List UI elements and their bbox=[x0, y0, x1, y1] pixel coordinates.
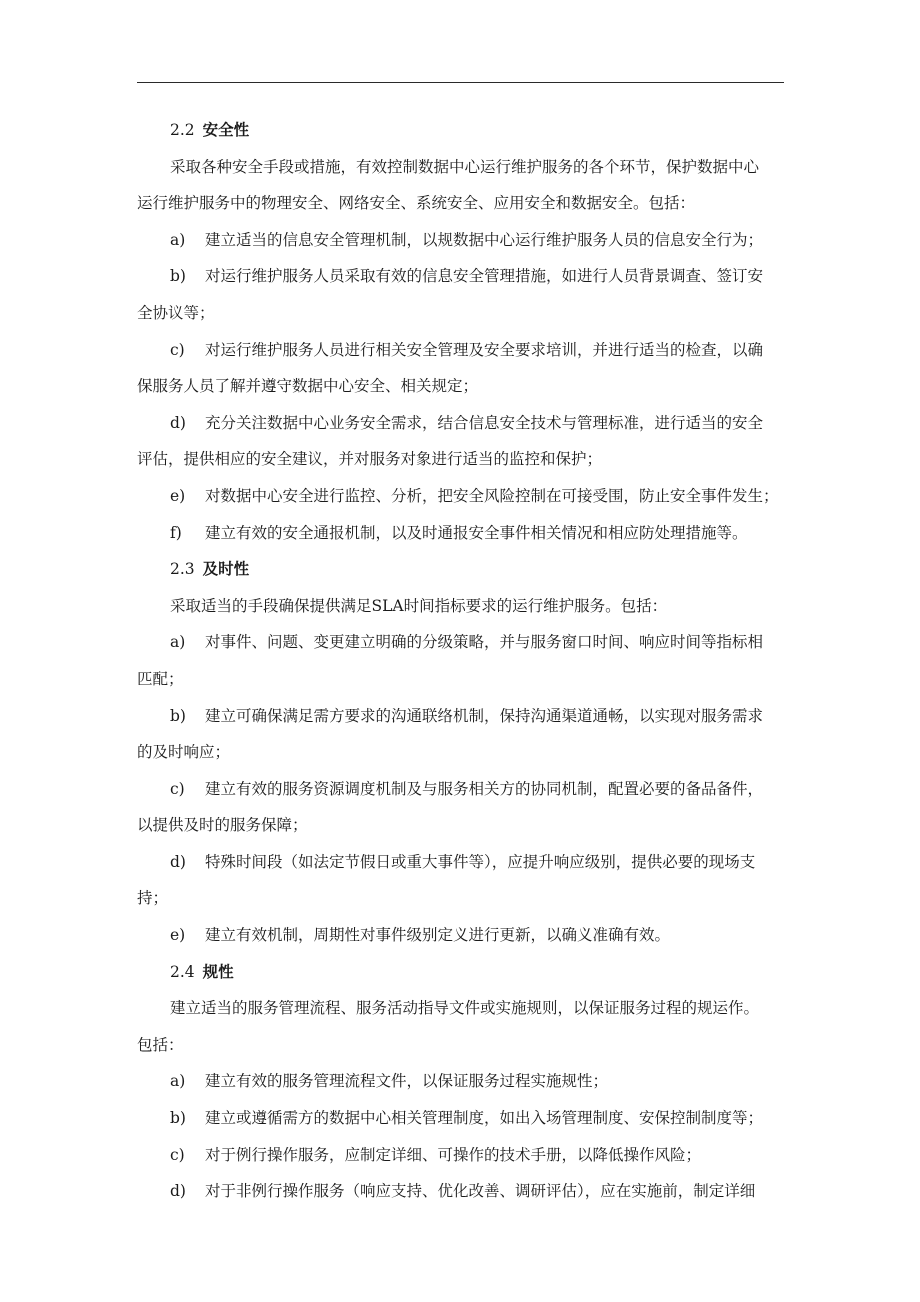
item-marker: c) bbox=[170, 340, 185, 359]
list-item bbox=[137, 405, 784, 442]
item-marker: b) bbox=[170, 267, 186, 286]
list-item bbox=[137, 1137, 784, 1174]
list-item bbox=[137, 478, 784, 515]
section-number: 2.2 bbox=[170, 121, 195, 139]
item-marker: a) bbox=[170, 633, 186, 652]
item-text: 建立或遵循需方的数据中心相关管理制度，如出入场管理制度、安保控制制度等； bbox=[205, 1109, 764, 1128]
item-marker: a) bbox=[170, 230, 186, 249]
item-marker: c) bbox=[170, 779, 185, 798]
item-continuation: 以提供及时的服务保障； bbox=[137, 816, 308, 835]
item-text: 建立有效的服务资源调度机制及与服务相关方的协同机制，配置必要的备品备件， bbox=[205, 779, 764, 798]
list-item bbox=[137, 844, 784, 881]
item-text: 对事件、问题、变更建立明确的分级策略，并与服务窗口时间、响应时间等指标相 bbox=[205, 633, 764, 652]
item-continuation: 匹配； bbox=[137, 669, 184, 688]
item-text: 充分关注数据中心业务安全需求，结合信息安全技术与管理标准，进行适当的安全 bbox=[205, 413, 764, 432]
list-item bbox=[137, 222, 784, 259]
list-item bbox=[137, 1100, 784, 1137]
item-text: 对运行维护服务人员采取有效的信息安全管理措施，如进行人员背景调查、签订安 bbox=[205, 267, 764, 286]
item-text: 对于例行操作服务，应制定详细、可操作的技术手册，以降低操作风险； bbox=[205, 1145, 702, 1164]
list-item bbox=[137, 515, 784, 552]
list-item bbox=[137, 1063, 784, 1100]
item-marker: d) bbox=[170, 413, 186, 432]
item-continuation: 的及时响应； bbox=[137, 743, 231, 762]
item-continuation: 持； bbox=[137, 889, 169, 908]
list-item bbox=[137, 698, 784, 735]
list-item bbox=[137, 258, 784, 295]
item-continuation: 评估，提供相应的安全建议，并对服务对象进行适当的监控和保护； bbox=[137, 450, 603, 469]
item-continuation: 全协议等； bbox=[137, 303, 215, 322]
item-marker: a) bbox=[170, 1072, 186, 1091]
header-rule bbox=[137, 82, 784, 83]
section-number: 2.3 bbox=[170, 560, 195, 579]
section-title: 安全性 bbox=[202, 121, 250, 139]
list-item bbox=[137, 917, 784, 954]
item-text: 建立有效的服务管理流程文件，以保证服务过程实施规性； bbox=[205, 1072, 609, 1091]
intro-line: 采取各种安全手段或措施，有效控制数据中心运行维护服务的各个环节，保护数据中心 bbox=[170, 157, 760, 176]
section-heading bbox=[137, 954, 784, 991]
document-body bbox=[137, 112, 784, 1210]
item-marker: b) bbox=[170, 706, 186, 725]
item-text: 对于非例行操作服务（响应支持、优化改善、调研评估），应在实施前，制定详细 bbox=[205, 1182, 756, 1201]
section-heading bbox=[137, 551, 784, 588]
section-title: 规性 bbox=[202, 962, 234, 981]
item-continuation: 保服务人员了解并遵守数据中心安全、相关规定； bbox=[137, 377, 479, 396]
intro-line: 运行维护服务中的物理安全、网络安全、系统安全、应用安全和数据安全。包括： bbox=[137, 194, 696, 213]
item-marker: e) bbox=[170, 486, 186, 505]
item-marker: e) bbox=[170, 926, 186, 945]
section-title: 及时性 bbox=[202, 560, 250, 579]
list-item bbox=[137, 624, 784, 661]
intro-line: 采取适当的手段确保提供满足SLA时间指标要求的运行维护服务。包括： bbox=[170, 596, 668, 615]
item-text: 建立有效机制，周期性对事件级别定义进行更新，以确义准确有效。 bbox=[205, 926, 671, 945]
item-text: 对运行维护服务人员进行相关安全管理及安全要求培训，并进行适当的检查，以确 bbox=[205, 340, 764, 359]
item-marker: d) bbox=[170, 852, 186, 871]
item-text: 建立可确保满足需方要求的沟通联络机制，保持沟通渠道通畅，以实现对服务需求 bbox=[205, 706, 764, 725]
item-marker: f) bbox=[170, 523, 182, 542]
intro-line: 建立适当的服务管理流程、服务活动指导文件或实施规则，以保证服务过程的规运作。 bbox=[170, 999, 760, 1018]
item-text: 建立适当的信息安全管理机制，以规数据中心运行维护服务人员的信息安全行为； bbox=[205, 230, 764, 249]
list-item bbox=[137, 1173, 784, 1210]
intro-line: 包括： bbox=[137, 1035, 184, 1054]
section-heading bbox=[137, 112, 784, 149]
item-text: 特殊时间段（如法定节假日或重大事件等），应提升响应级别，提供必要的现场支 bbox=[205, 852, 756, 871]
item-marker: b) bbox=[170, 1109, 186, 1128]
list-item bbox=[137, 332, 784, 369]
item-text: 对数据中心安全进行监控、分析，把安全风险控制在可接受围，防止安全事件发生； bbox=[205, 486, 779, 505]
item-marker: c) bbox=[170, 1145, 185, 1164]
item-marker: d) bbox=[170, 1182, 186, 1201]
section-number: 2.4 bbox=[170, 962, 195, 981]
list-item bbox=[137, 771, 784, 808]
item-text: 建立有效的安全通报机制，以及时通报安全事件相关情况和相应防处理措施等。 bbox=[205, 523, 748, 542]
